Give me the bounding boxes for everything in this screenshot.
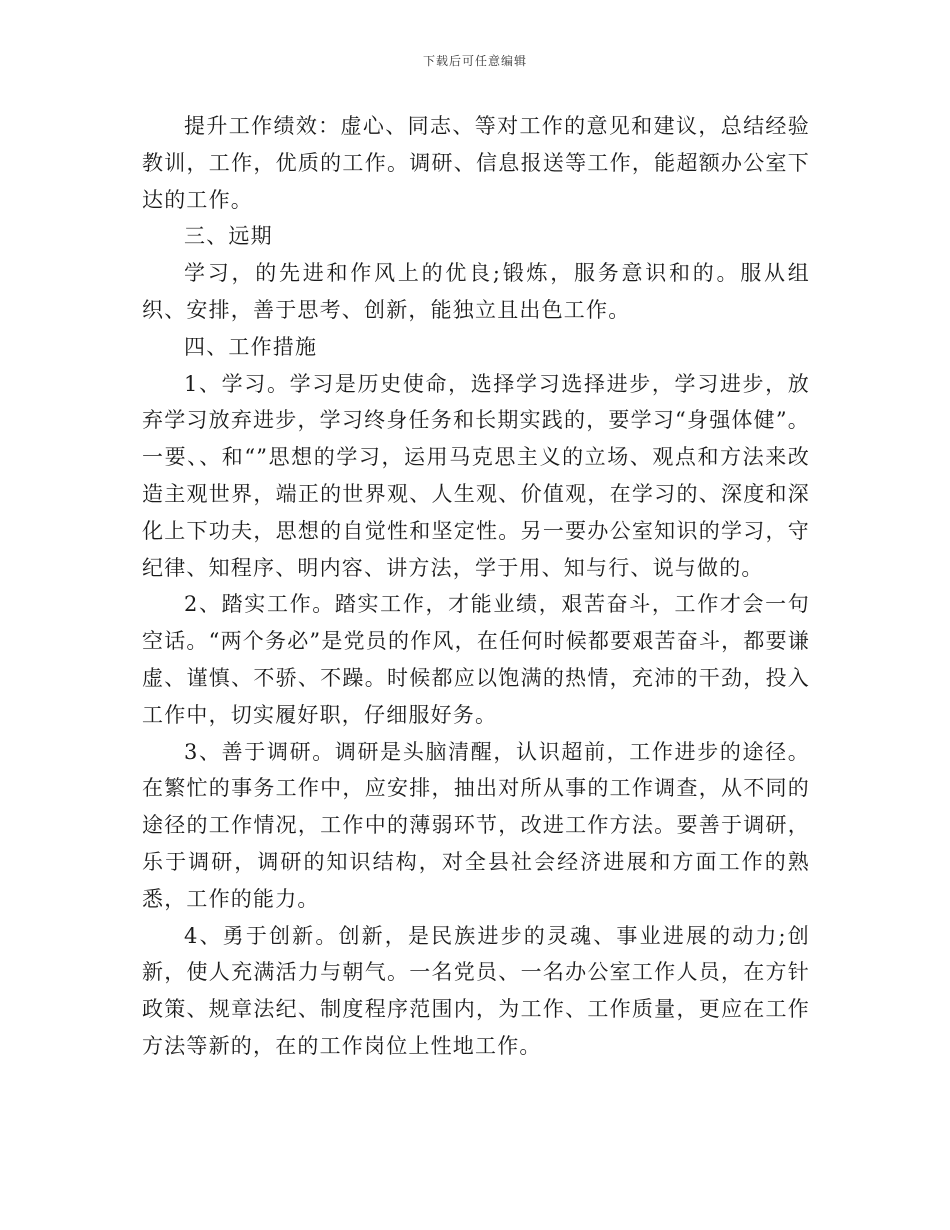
paragraph-performance: 提升工作绩效：虚心、同志、等对工作的意见和建议，总结经验教训，工作，优质的工作。调研、信息报送等工作，能超额办公室下达的工作。 — [142, 114, 810, 212]
page-header: 下载后可任意编辑 — [422, 54, 527, 68]
section-heading-long-term: 三、远期 — [184, 224, 273, 249]
section-heading-measures: 四、工作措施 — [184, 334, 318, 359]
paragraph-study: 1、学习。学习是历史使命，选择学习选择进步，学习进步，放弃学习放弃进步，学习终身任务和长期实践的，要学习“身强体健”。一要、、和“”思想的学习，运用马克思主义的立场、观点和方法来改造主观世界，端正的世界观、人生观、价值观，在学习的、深度和深化上下功夫，思想的自觉性和坚定性。另一要办公室知识的学习，守纪律、知程序、明内容、讲方法，学于用、知与行、说与做的。 — [142, 371, 810, 580]
paragraph-practical-work: 2、踏实工作。踏实工作，才能业绩，艰苦奋斗，工作才会一句空话。“两个务必”是党员的作风，在任何时候都要艰苦奋斗，都要谦虚、谨慎、不骄、不躁。时候都应以饱满的热情，充沛的干劲，投入工作中，切实履好职，仔细服好务。 — [142, 592, 810, 727]
paragraph-innovation: 4、勇于创新。创新，是民族进步的灵魂、事业进展的动力;创新，使人充满活力与朝气。一名党员、一名办公室工作人员，在方针政策、规章法纪、制度程序范围内，为工作、工作质量，更应在工作方法等新的，在的工作岗位上性地工作。 — [142, 923, 810, 1058]
document-body — [142, 108, 810, 1065]
paragraph-long-term: 学习，的先进和作风上的优良;锻炼，服务意识和的。服从组织、安排，善于思考、创新，能独立且出色工作。 — [142, 261, 810, 322]
paragraph-research: 3、善于调研。调研是头脑清醒，认识超前，工作进步的途径。在繁忙的事务工作中，应安排，抽出对所从事的工作调查，从不同的途径的工作情况，工作中的薄弱环节，改进工作方法。要善于调研，乐于调研，调研的知识结构，对全县社会经济进展和方面工作的熟悉，工作的能力。 — [142, 739, 810, 911]
